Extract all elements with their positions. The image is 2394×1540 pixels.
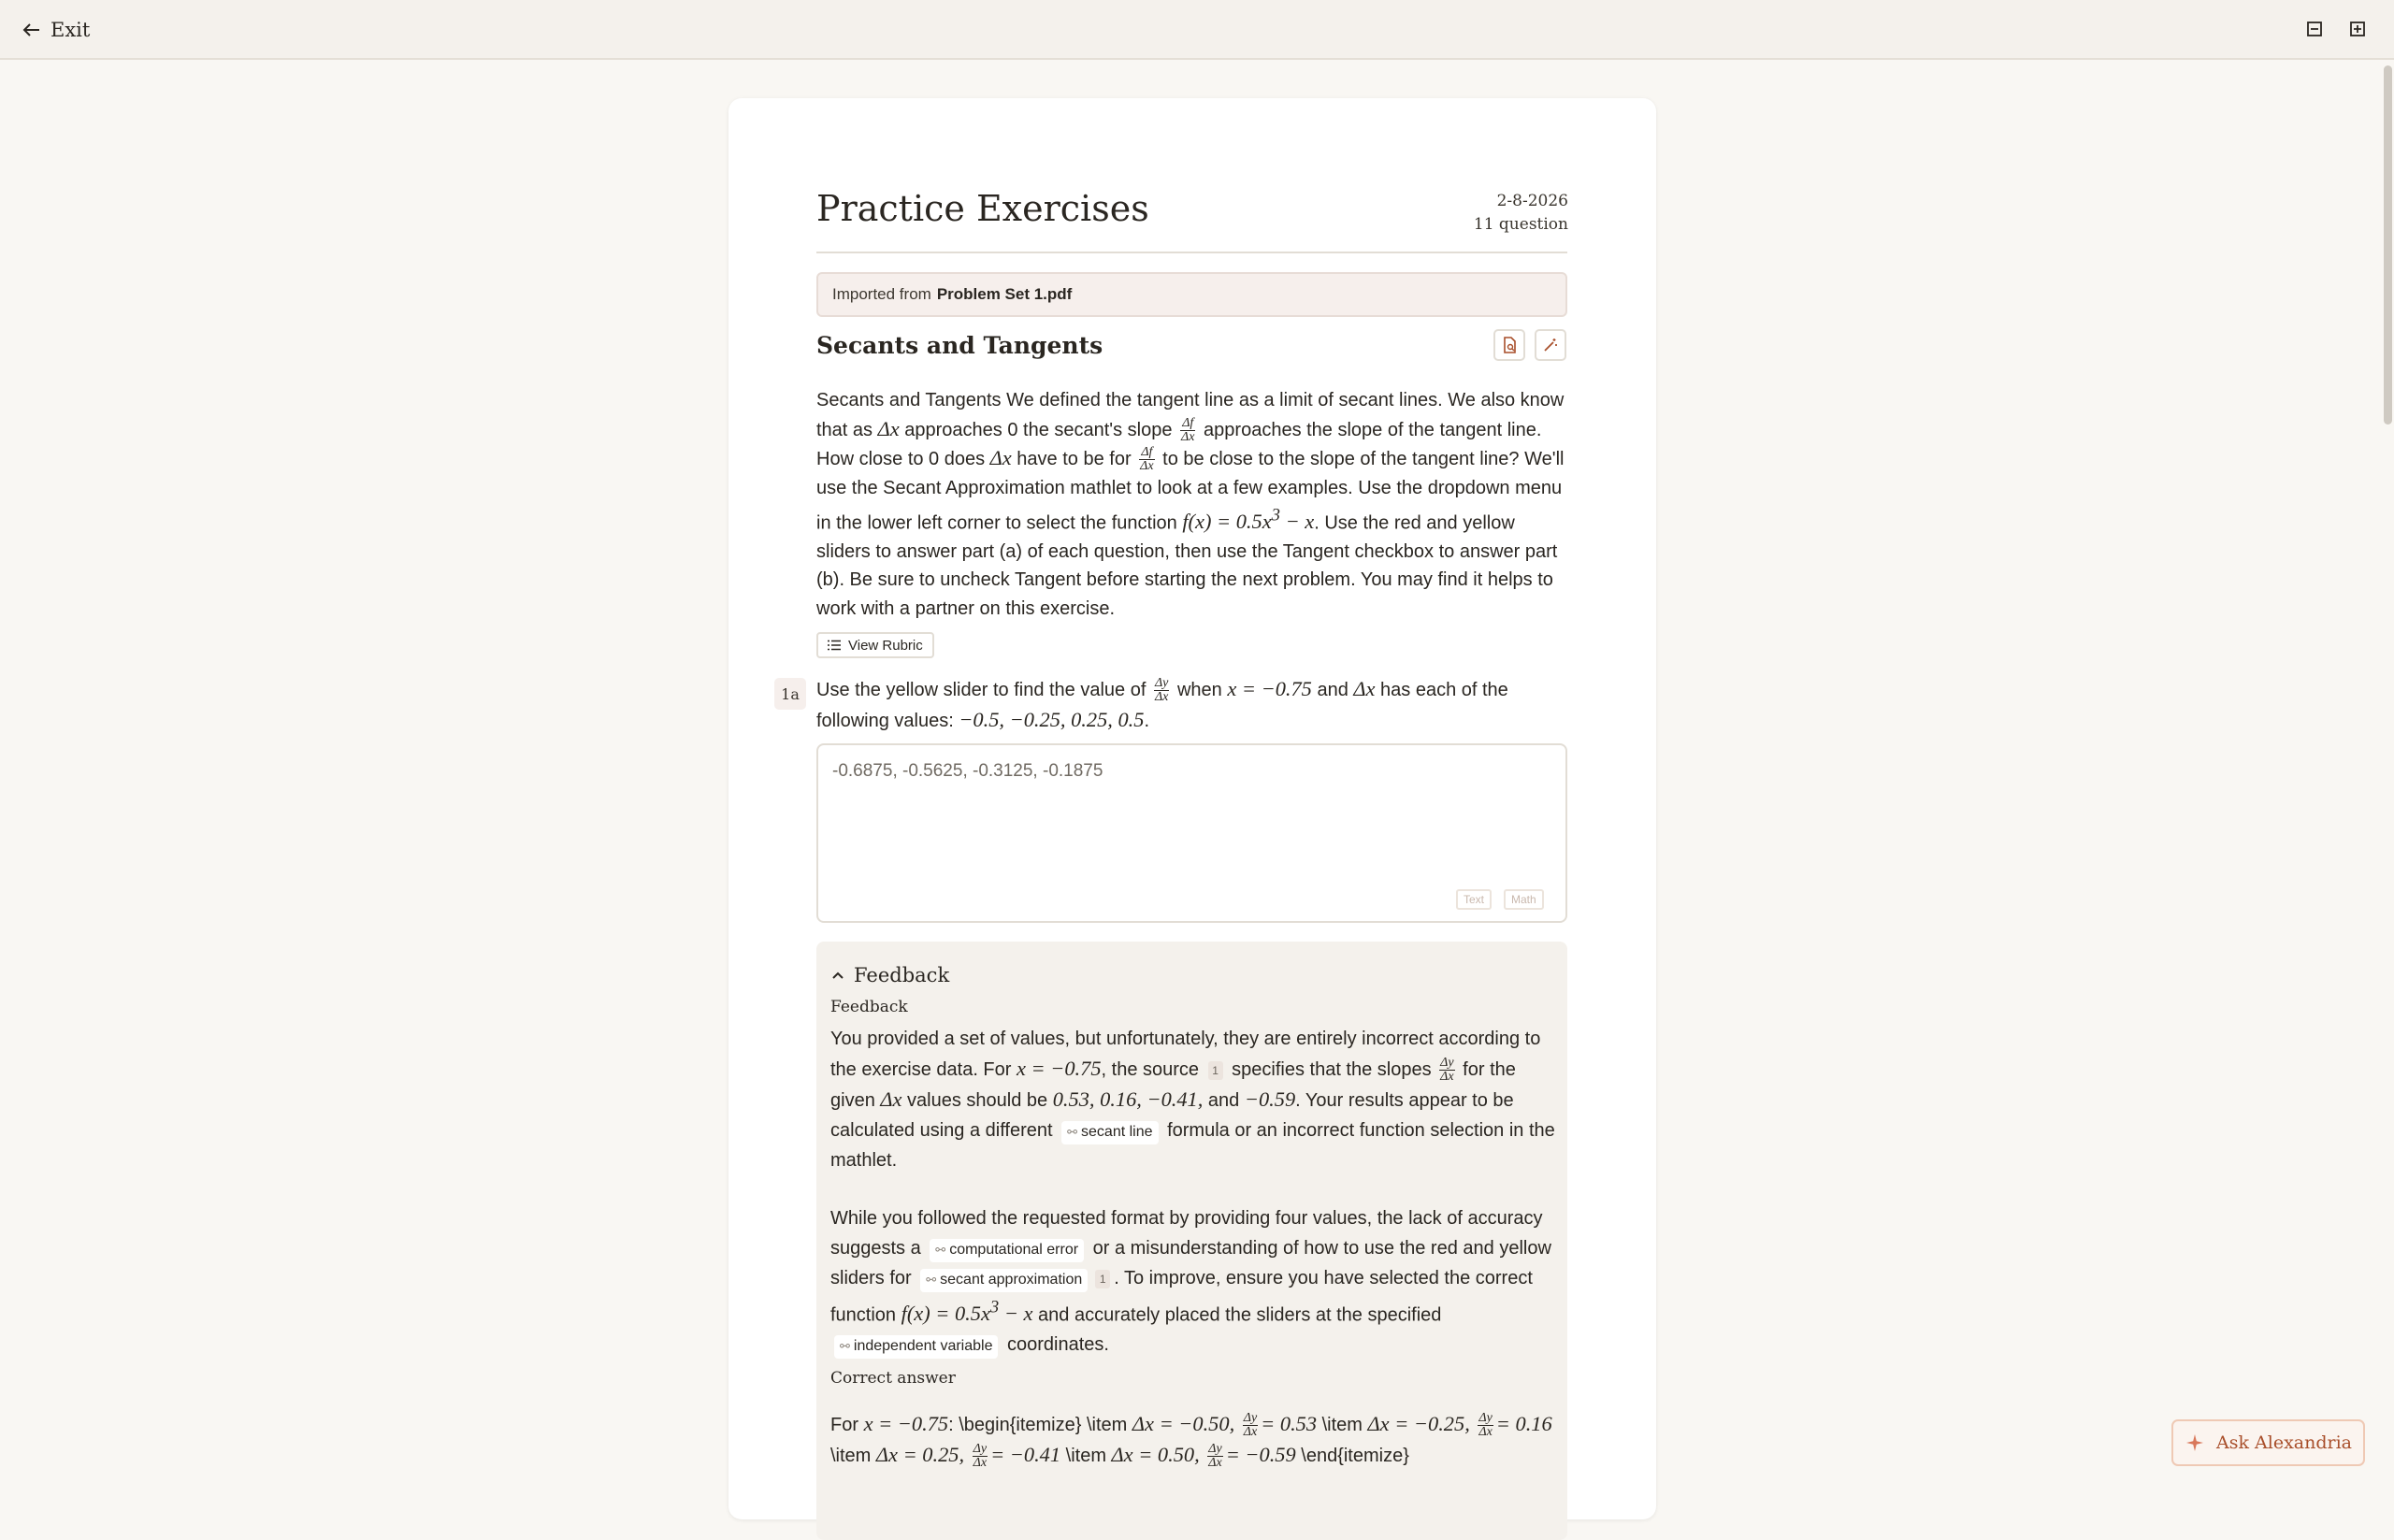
view-rubric-label: View Rubric <box>848 637 923 654</box>
scrollbar-thumb[interactable] <box>2384 65 2392 425</box>
exercise-meta <box>1474 190 1568 237</box>
ask-alexandria-label: Ask Alexandria <box>2216 1432 2352 1453</box>
exercise-description: Secants and Tangents We defined the tangent line as a limit of secant lines. We also know that as Δx approaches 0 the secant's slope $\frac{\Delta f}{\Delta x}$ approaches the slope of the tangent line. How close to 0 does Δx have to be for $\frac{\Delta f}{\Delta x}$ to be close to the slope of the tangent line? We'll use the Secant Approximation mathlet to look at a few examples. Use the dropdown menu in the lower left corner to select the function $f(x) = 0.5x^3 - x$. Use the red and yellow sliders to answer part (a) of each question, then use the Tangent checkbox to answer part (b). Be sure to uncheck Tangent before starting the next problem. You may find it helps to work with a partner on this exercise. <box>816 390 1565 619</box>
view-rubric-button[interactable] <box>816 632 934 658</box>
link-icon: ⚯ <box>1067 1126 1078 1140</box>
document-icon <box>1502 337 1517 353</box>
citation-badge[interactable]: 1 <box>1208 1061 1223 1080</box>
chevron-up-icon <box>831 971 844 980</box>
sparkle-icon <box>2185 1432 2205 1453</box>
list-icon <box>828 640 841 651</box>
page-title: Practice Exercises <box>816 188 1149 229</box>
feedback-toggle[interactable] <box>831 964 949 986</box>
imported-prefix: Imported from <box>832 285 931 303</box>
source-document-button[interactable] <box>1493 329 1525 361</box>
generate-button[interactable] <box>1535 329 1566 361</box>
concept-chip[interactable]: ⚯ computational error <box>930 1239 1084 1262</box>
minimize-icon[interactable] <box>2304 19 2325 39</box>
exit-label: Exit <box>50 19 91 41</box>
top-bar <box>0 0 2394 60</box>
correct-answer-heading: Correct answer <box>830 1369 956 1388</box>
imported-file-link[interactable]: Problem Set 1.pdf <box>936 285 1073 303</box>
feedback-paragraph-2: While you followed the requested format by providing four values, the lack of accuracy suggests a ⚯ computational error or a misunderstanding of how to use the red and yellow sliders for ⚯ secant approximation 1 . To improve, ensure you have selected the correct function $f(x) = 0.5x^3 - x$ and accurately placed the sliders at the specified ⚯ independent variable coordinates. <box>830 1203 1565 1360</box>
exercise-date: 2-8-2026 <box>1496 192 1568 210</box>
exercise-card <box>728 98 1656 1519</box>
link-icon: ⚯ <box>840 1340 850 1355</box>
citation-badge[interactable]: 1 <box>1095 1270 1110 1288</box>
feedback-panel <box>816 942 1567 1540</box>
link-icon: ⚯ <box>926 1274 937 1288</box>
answer-value: -0.6875, -0.5625, -0.3125, -0.1875 <box>832 761 1103 781</box>
correct-answer-text: For x = −0.75: \begin{itemize} \item Δx = −0.50, $\frac{\Delta y}{\Delta x}$ = 0.53 \item Δx = −0.25, $\frac{\Delta y}{\Delta x}$ = 0.16 \item Δx = 0.25, $\frac{\Delta y}{\Delta x}$ = −0.41 \item Δx = 0.50, $\frac{\Delta y}{\Delta x}$ = −0.59 \end{itemize} <box>830 1411 1552 1471</box>
concept-chip[interactable]: ⚯ secant line <box>1061 1121 1158 1144</box>
concept-chip[interactable]: ⚯ secant approximation <box>920 1269 1088 1292</box>
arrow-left-icon <box>22 22 41 37</box>
question-count: 11 question <box>1473 215 1568 234</box>
question-text: Use the yellow slider to find the value of $\frac{\Delta y}{\Delta x}$ when x = −0.75 and Δx has each of the following values: −0.5, −0.25, 0.25, 0.5. <box>816 676 1508 731</box>
feedback-subheading: Feedback <box>830 998 908 1016</box>
text-mode-button[interactable]: Text <box>1456 889 1492 910</box>
feedback-toggle-label: Feedback <box>854 964 950 986</box>
exit-button[interactable] <box>22 15 90 45</box>
feedback-paragraph-1: You provided a set of values, but unfortunately, they are entirely incorrect according to the exercise data. For x = −0.75, the source 1 specifies that the slopes $\frac{\Delta y}{\Delta x}$ for the given Δx values should be 0.53, 0.16, −0.41, and −0.59. Your results appear to be calculated using a different ⚯ secant line formula or an incorrect function selection in the mathlet. <box>830 1029 1555 1171</box>
section-title: Secants and Tangents <box>816 332 1103 359</box>
expand-icon[interactable] <box>2347 19 2368 39</box>
question-number-badge: 1a <box>774 678 806 710</box>
link-icon: ⚯ <box>935 1244 946 1258</box>
ask-alexandria-button[interactable] <box>2171 1419 2365 1466</box>
math-mode-button[interactable]: Math <box>1504 889 1544 910</box>
title-divider <box>816 252 1567 253</box>
imported-banner <box>816 272 1567 317</box>
magic-wand-icon <box>1542 337 1559 353</box>
answer-input[interactable] <box>816 743 1567 923</box>
concept-chip[interactable]: ⚯ independent variable <box>834 1335 998 1359</box>
